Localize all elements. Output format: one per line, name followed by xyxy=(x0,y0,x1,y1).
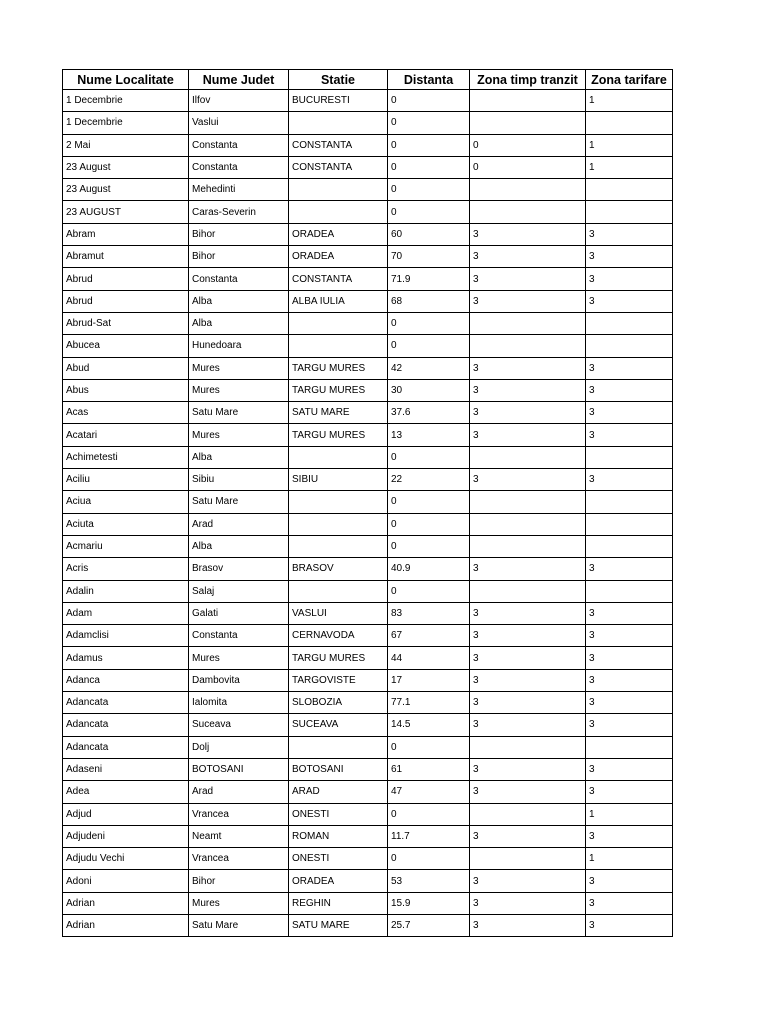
cell-zona-timp-tranzit xyxy=(470,848,586,870)
cell-nume-localitate: Acmariu xyxy=(63,535,189,557)
cell-nume-localitate: Adalin xyxy=(63,580,189,602)
cell-distanta: 0 xyxy=(388,535,470,557)
cell-zona-timp-tranzit: 3 xyxy=(470,647,586,669)
cell-nume-judet: Mures xyxy=(189,357,289,379)
cell-nume-localitate: Adea xyxy=(63,781,189,803)
cell-zona-tarifare: 3 xyxy=(586,870,673,892)
cell-zona-tarifare: 3 xyxy=(586,825,673,847)
cell-statie xyxy=(289,491,388,513)
cell-nume-judet: Dolj xyxy=(189,736,289,758)
header-nume-judet: Nume Judet xyxy=(189,70,289,90)
cell-zona-timp-tranzit xyxy=(470,580,586,602)
cell-distanta: 77.1 xyxy=(388,692,470,714)
table-row xyxy=(63,90,673,112)
cell-nume-localitate: Abud xyxy=(63,357,189,379)
cell-nume-judet: Arad xyxy=(189,781,289,803)
cell-distanta: 25.7 xyxy=(388,914,470,936)
cell-statie: ALBA IULIA xyxy=(289,290,388,312)
cell-distanta: 0 xyxy=(388,312,470,334)
cell-zona-timp-tranzit: 3 xyxy=(470,558,586,580)
cell-zona-tarifare xyxy=(586,179,673,201)
cell-zona-timp-tranzit xyxy=(470,803,586,825)
cell-nume-judet: Mures xyxy=(189,379,289,401)
table-row xyxy=(63,357,673,379)
cell-nume-localitate: 23 AUGUST xyxy=(63,201,189,223)
table-row xyxy=(63,179,673,201)
cell-statie: REGHIN xyxy=(289,892,388,914)
table-row xyxy=(63,758,673,780)
cell-nume-judet: Galati xyxy=(189,602,289,624)
cell-distanta: 0 xyxy=(388,112,470,134)
cell-statie: BRASOV xyxy=(289,558,388,580)
table-row xyxy=(63,156,673,178)
cell-zona-tarifare xyxy=(586,491,673,513)
cell-nume-localitate: Abus xyxy=(63,379,189,401)
cell-statie xyxy=(289,312,388,334)
cell-statie: BUCURESTI xyxy=(289,90,388,112)
cell-zona-timp-tranzit xyxy=(470,312,586,334)
cell-zona-timp-tranzit xyxy=(470,513,586,535)
localities-table xyxy=(62,69,673,937)
cell-zona-tarifare: 1 xyxy=(586,156,673,178)
cell-nume-judet: Constanta xyxy=(189,134,289,156)
cell-nume-judet: Bihor xyxy=(189,246,289,268)
table-row xyxy=(63,892,673,914)
cell-statie xyxy=(289,535,388,557)
cell-distanta: 68 xyxy=(388,290,470,312)
cell-statie: ONESTI xyxy=(289,803,388,825)
cell-nume-judet: Mures xyxy=(189,647,289,669)
cell-statie: VASLUI xyxy=(289,602,388,624)
header-zona-timp-tranzit: Zona timp tranzit xyxy=(470,70,586,90)
cell-zona-tarifare: 1 xyxy=(586,134,673,156)
cell-zona-timp-tranzit: 3 xyxy=(470,402,586,424)
table-row xyxy=(63,625,673,647)
cell-zona-tarifare: 3 xyxy=(586,357,673,379)
table-row xyxy=(63,424,673,446)
cell-distanta: 40.9 xyxy=(388,558,470,580)
cell-nume-localitate: 23 August xyxy=(63,156,189,178)
cell-distanta: 0 xyxy=(388,179,470,201)
cell-nume-localitate: Adamus xyxy=(63,647,189,669)
cell-nume-judet: Arad xyxy=(189,513,289,535)
table-row xyxy=(63,736,673,758)
cell-nume-localitate: Aciua xyxy=(63,491,189,513)
cell-statie xyxy=(289,335,388,357)
cell-nume-judet: Satu Mare xyxy=(189,491,289,513)
cell-statie xyxy=(289,513,388,535)
cell-zona-timp-tranzit xyxy=(470,535,586,557)
cell-zona-timp-tranzit: 3 xyxy=(470,290,586,312)
cell-nume-judet: Caras-Severin xyxy=(189,201,289,223)
cell-nume-localitate: Adjudu Vechi xyxy=(63,848,189,870)
cell-distanta: 13 xyxy=(388,424,470,446)
cell-nume-judet: Bihor xyxy=(189,870,289,892)
header-nume-localitate: Nume Localitate xyxy=(63,70,189,90)
cell-zona-tarifare: 3 xyxy=(586,914,673,936)
cell-distanta: 70 xyxy=(388,246,470,268)
table-row xyxy=(63,446,673,468)
cell-distanta: 44 xyxy=(388,647,470,669)
cell-nume-judet: Suceava xyxy=(189,714,289,736)
cell-nume-judet: Constanta xyxy=(189,268,289,290)
cell-nume-localitate: 1 Decembrie xyxy=(63,112,189,134)
cell-zona-tarifare: 3 xyxy=(586,602,673,624)
table-row xyxy=(63,535,673,557)
table-row xyxy=(63,669,673,691)
cell-distanta: 11.7 xyxy=(388,825,470,847)
cell-zona-tarifare xyxy=(586,112,673,134)
cell-zona-tarifare: 3 xyxy=(586,781,673,803)
cell-statie: ORADEA xyxy=(289,870,388,892)
cell-zona-timp-tranzit: 3 xyxy=(470,669,586,691)
cell-distanta: 71.9 xyxy=(388,268,470,290)
cell-statie: ONESTI xyxy=(289,848,388,870)
cell-nume-localitate: Adam xyxy=(63,602,189,624)
cell-zona-timp-tranzit: 3 xyxy=(470,246,586,268)
cell-zona-tarifare xyxy=(586,312,673,334)
cell-statie: SATU MARE xyxy=(289,402,388,424)
cell-statie: CONSTANTA xyxy=(289,268,388,290)
cell-statie xyxy=(289,736,388,758)
cell-zona-tarifare: 3 xyxy=(586,647,673,669)
cell-statie: TARGU MURES xyxy=(289,424,388,446)
table-row xyxy=(63,201,673,223)
cell-nume-judet: Alba xyxy=(189,535,289,557)
cell-nume-judet: Mures xyxy=(189,424,289,446)
cell-nume-judet: Brasov xyxy=(189,558,289,580)
table-row xyxy=(63,714,673,736)
cell-distanta: 0 xyxy=(388,513,470,535)
cell-zona-tarifare: 3 xyxy=(586,669,673,691)
cell-zona-timp-tranzit xyxy=(470,112,586,134)
cell-nume-localitate: Adrian xyxy=(63,914,189,936)
cell-nume-localitate: Adamclisi xyxy=(63,625,189,647)
table-row xyxy=(63,803,673,825)
table-row xyxy=(63,469,673,491)
cell-statie: CONSTANTA xyxy=(289,134,388,156)
cell-nume-judet: Mures xyxy=(189,892,289,914)
cell-zona-timp-tranzit: 3 xyxy=(470,714,586,736)
cell-zona-tarifare xyxy=(586,580,673,602)
cell-nume-judet: Vaslui xyxy=(189,112,289,134)
cell-nume-localitate: Adancata xyxy=(63,736,189,758)
cell-nume-judet: Hunedoara xyxy=(189,335,289,357)
cell-nume-judet: Vrancea xyxy=(189,803,289,825)
cell-nume-localitate: 2 Mai xyxy=(63,134,189,156)
cell-zona-tarifare: 3 xyxy=(586,692,673,714)
table-header-row xyxy=(63,70,673,90)
header-distanta: Distanta xyxy=(388,70,470,90)
table-row xyxy=(63,513,673,535)
cell-distanta: 0 xyxy=(388,491,470,513)
cell-zona-tarifare: 3 xyxy=(586,469,673,491)
cell-statie: SATU MARE xyxy=(289,914,388,936)
cell-nume-localitate: Abram xyxy=(63,223,189,245)
cell-zona-timp-tranzit xyxy=(470,335,586,357)
cell-nume-judet: Satu Mare xyxy=(189,914,289,936)
table-row xyxy=(63,692,673,714)
cell-zona-tarifare: 3 xyxy=(586,290,673,312)
table-row xyxy=(63,848,673,870)
cell-distanta: 30 xyxy=(388,379,470,401)
cell-zona-timp-tranzit xyxy=(470,446,586,468)
cell-nume-localitate: Adancata xyxy=(63,714,189,736)
cell-zona-timp-tranzit: 3 xyxy=(470,602,586,624)
cell-distanta: 14.5 xyxy=(388,714,470,736)
cell-statie: CONSTANTA xyxy=(289,156,388,178)
cell-statie xyxy=(289,446,388,468)
cell-zona-timp-tranzit: 3 xyxy=(470,424,586,446)
cell-distanta: 0 xyxy=(388,736,470,758)
cell-nume-localitate: Adoni xyxy=(63,870,189,892)
cell-distanta: 17 xyxy=(388,669,470,691)
cell-zona-tarifare: 3 xyxy=(586,625,673,647)
table-row xyxy=(63,134,673,156)
table-row xyxy=(63,290,673,312)
cell-statie xyxy=(289,112,388,134)
cell-distanta: 67 xyxy=(388,625,470,647)
cell-zona-tarifare: 3 xyxy=(586,714,673,736)
table-row xyxy=(63,246,673,268)
table-row xyxy=(63,402,673,424)
cell-nume-localitate: Acris xyxy=(63,558,189,580)
cell-zona-tarifare xyxy=(586,201,673,223)
header-zona-tarifare: Zona tarifare xyxy=(586,70,673,90)
cell-statie: TARGU MURES xyxy=(289,647,388,669)
cell-zona-tarifare: 3 xyxy=(586,558,673,580)
cell-zona-timp-tranzit xyxy=(470,90,586,112)
cell-zona-timp-tranzit xyxy=(470,491,586,513)
table-row xyxy=(63,580,673,602)
table-row xyxy=(63,647,673,669)
cell-nume-judet: Bihor xyxy=(189,223,289,245)
table-row xyxy=(63,825,673,847)
table-row xyxy=(63,870,673,892)
cell-zona-timp-tranzit xyxy=(470,179,586,201)
cell-nume-judet: Sibiu xyxy=(189,469,289,491)
cell-zona-timp-tranzit: 3 xyxy=(470,870,586,892)
cell-distanta: 15.9 xyxy=(388,892,470,914)
cell-zona-timp-tranzit: 3 xyxy=(470,223,586,245)
cell-zona-tarifare xyxy=(586,535,673,557)
cell-nume-localitate: Adancata xyxy=(63,692,189,714)
cell-zona-timp-tranzit: 3 xyxy=(470,625,586,647)
cell-nume-localitate: Aciuta xyxy=(63,513,189,535)
cell-nume-judet: Alba xyxy=(189,312,289,334)
cell-zona-tarifare: 3 xyxy=(586,246,673,268)
cell-zona-timp-tranzit: 3 xyxy=(470,357,586,379)
cell-nume-localitate: Adjudeni xyxy=(63,825,189,847)
cell-statie: SUCEAVA xyxy=(289,714,388,736)
table-row xyxy=(63,112,673,134)
cell-nume-localitate: Adanca xyxy=(63,669,189,691)
cell-nume-localitate: Abucea xyxy=(63,335,189,357)
cell-nume-judet: Satu Mare xyxy=(189,402,289,424)
cell-zona-timp-tranzit: 3 xyxy=(470,914,586,936)
cell-nume-judet: BOTOSANI xyxy=(189,758,289,780)
cell-distanta: 83 xyxy=(388,602,470,624)
cell-zona-tarifare: 3 xyxy=(586,268,673,290)
cell-statie: ARAD xyxy=(289,781,388,803)
cell-distanta: 0 xyxy=(388,580,470,602)
table-row xyxy=(63,602,673,624)
cell-nume-localitate: Abrud xyxy=(63,290,189,312)
cell-nume-localitate: Acas xyxy=(63,402,189,424)
cell-zona-tarifare: 3 xyxy=(586,424,673,446)
cell-zona-tarifare xyxy=(586,513,673,535)
header-statie: Statie xyxy=(289,70,388,90)
cell-zona-timp-tranzit: 3 xyxy=(470,781,586,803)
cell-zona-tarifare: 1 xyxy=(586,848,673,870)
cell-distanta: 47 xyxy=(388,781,470,803)
cell-nume-localitate: Abramut xyxy=(63,246,189,268)
cell-nume-judet: Neamt xyxy=(189,825,289,847)
cell-zona-tarifare xyxy=(586,736,673,758)
cell-nume-judet: Vrancea xyxy=(189,848,289,870)
cell-nume-localitate: Achimetesti xyxy=(63,446,189,468)
cell-distanta: 53 xyxy=(388,870,470,892)
cell-statie: SIBIU xyxy=(289,469,388,491)
table-row xyxy=(63,312,673,334)
cell-nume-localitate: Adjud xyxy=(63,803,189,825)
cell-nume-judet: Constanta xyxy=(189,625,289,647)
cell-nume-localitate: Abrud-Sat xyxy=(63,312,189,334)
cell-nume-judet: Mehedinti xyxy=(189,179,289,201)
cell-statie: SLOBOZIA xyxy=(289,692,388,714)
cell-zona-tarifare: 1 xyxy=(586,90,673,112)
cell-statie: TARGOVISTE xyxy=(289,669,388,691)
cell-distanta: 0 xyxy=(388,446,470,468)
cell-zona-timp-tranzit: 3 xyxy=(470,692,586,714)
cell-statie xyxy=(289,179,388,201)
cell-distanta: 0 xyxy=(388,90,470,112)
cell-distanta: 0 xyxy=(388,134,470,156)
cell-zona-timp-tranzit: 3 xyxy=(470,758,586,780)
cell-statie: TARGU MURES xyxy=(289,357,388,379)
cell-zona-timp-tranzit xyxy=(470,736,586,758)
cell-zona-tarifare: 3 xyxy=(586,223,673,245)
table-row xyxy=(63,335,673,357)
cell-distanta: 60 xyxy=(388,223,470,245)
cell-statie: ROMAN xyxy=(289,825,388,847)
cell-distanta: 61 xyxy=(388,758,470,780)
cell-nume-judet: Salaj xyxy=(189,580,289,602)
cell-distanta: 22 xyxy=(388,469,470,491)
cell-zona-timp-tranzit: 0 xyxy=(470,156,586,178)
table-row xyxy=(63,491,673,513)
cell-nume-localitate: 23 August xyxy=(63,179,189,201)
cell-zona-timp-tranzit: 0 xyxy=(470,134,586,156)
cell-zona-tarifare: 1 xyxy=(586,803,673,825)
cell-zona-timp-tranzit: 3 xyxy=(470,825,586,847)
cell-distanta: 0 xyxy=(388,848,470,870)
table-row xyxy=(63,268,673,290)
cell-nume-judet: Constanta xyxy=(189,156,289,178)
cell-nume-judet: Alba xyxy=(189,290,289,312)
cell-nume-judet: Ialomita xyxy=(189,692,289,714)
cell-statie xyxy=(289,201,388,223)
table-row xyxy=(63,558,673,580)
cell-nume-judet: Ilfov xyxy=(189,90,289,112)
cell-zona-tarifare: 3 xyxy=(586,758,673,780)
cell-statie: CERNAVODA xyxy=(289,625,388,647)
cell-statie xyxy=(289,580,388,602)
cell-statie: TARGU MURES xyxy=(289,379,388,401)
cell-distanta: 0 xyxy=(388,803,470,825)
table-body xyxy=(63,90,673,937)
cell-distanta: 37.6 xyxy=(388,402,470,424)
cell-statie: ORADEA xyxy=(289,246,388,268)
cell-nume-localitate: Abrud xyxy=(63,268,189,290)
cell-zona-tarifare xyxy=(586,335,673,357)
cell-statie: ORADEA xyxy=(289,223,388,245)
cell-zona-timp-tranzit: 3 xyxy=(470,892,586,914)
cell-distanta: 0 xyxy=(388,156,470,178)
table-row xyxy=(63,914,673,936)
cell-nume-judet: Dambovita xyxy=(189,669,289,691)
cell-nume-localitate: Adaseni xyxy=(63,758,189,780)
cell-distanta: 42 xyxy=(388,357,470,379)
cell-zona-tarifare: 3 xyxy=(586,892,673,914)
cell-zona-timp-tranzit: 3 xyxy=(470,469,586,491)
cell-zona-timp-tranzit: 3 xyxy=(470,268,586,290)
cell-nume-judet: Alba xyxy=(189,446,289,468)
cell-zona-tarifare: 3 xyxy=(586,379,673,401)
cell-nume-localitate: Aciliu xyxy=(63,469,189,491)
table-row xyxy=(63,781,673,803)
cell-distanta: 0 xyxy=(388,335,470,357)
cell-nume-localitate: Adrian xyxy=(63,892,189,914)
cell-zona-timp-tranzit: 3 xyxy=(470,379,586,401)
cell-statie: BOTOSANI xyxy=(289,758,388,780)
cell-zona-timp-tranzit xyxy=(470,201,586,223)
cell-nume-localitate: 1 Decembrie xyxy=(63,90,189,112)
cell-distanta: 0 xyxy=(388,201,470,223)
table-row xyxy=(63,223,673,245)
cell-zona-tarifare: 3 xyxy=(586,402,673,424)
table-row xyxy=(63,379,673,401)
cell-zona-tarifare xyxy=(586,446,673,468)
cell-nume-localitate: Acatari xyxy=(63,424,189,446)
